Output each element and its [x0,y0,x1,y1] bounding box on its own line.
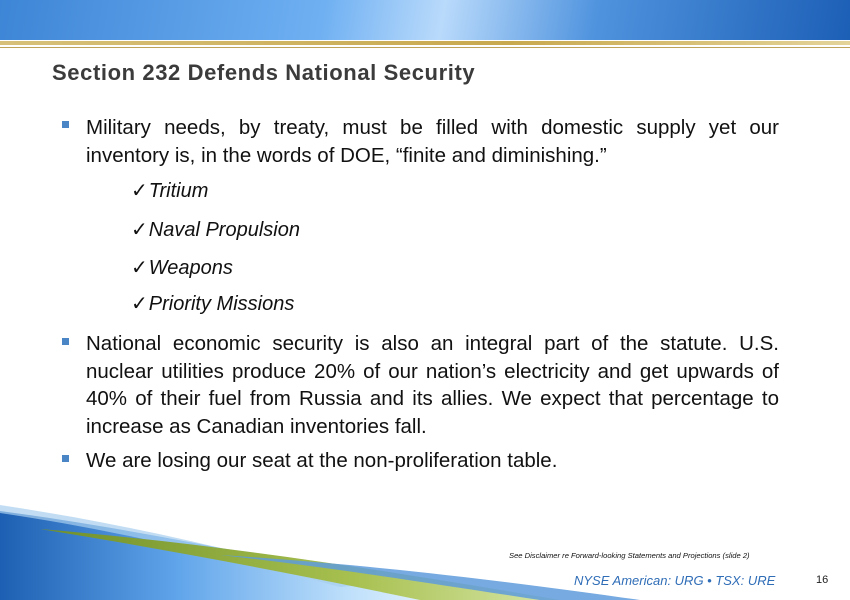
checkmark-icon: ✓ [131,219,148,241]
gold-divider [0,41,850,45]
bullet-military-needs: Military needs, by treaty, must be filled with domestic supply yet our inventory is, in the words of DOE, “finite and diminishing.” [86,116,779,167]
check-item-naval-propulsion [131,217,300,242]
square-bullet-icon [62,338,69,345]
check-item-label: Tritium [148,180,209,202]
stock-ticker: NYSE American: URG • TSX: URE [574,573,776,588]
check-item-label: Naval Propulsion [148,219,300,241]
check-item-tritium [131,178,208,203]
disclaimer-text: See Disclaimer re Forward-looking Statements and Projections (slide 2) [509,551,750,560]
thin-divider [0,47,850,48]
check-item-label: Weapons [148,257,233,279]
square-bullet-icon [62,121,69,128]
bullet-non-proliferation: We are losing our seat at the non-proliferation table. [86,449,558,472]
slide-title: Section 232 Defends National Security [52,60,476,85]
checkmark-icon: ✓ [131,293,148,315]
square-bullet-icon [62,455,69,462]
check-item-weapons [131,255,233,280]
check-item-priority-missions [131,291,294,316]
bullet-economic-security: National economic security is also an integral part of the statute. U.S. nuclear utilities produce 20% of our nation’s electricity and get upwards of 40% of their fuel from Russia and its allies. We expect that percentage to increase as Canadian inventories fall. [86,332,779,438]
page-number: 16 [816,574,829,586]
check-item-label: Priority Missions [148,293,295,315]
checkmark-icon: ✓ [131,257,148,279]
checkmark-icon: ✓ [131,180,148,202]
top-banner [0,0,850,40]
